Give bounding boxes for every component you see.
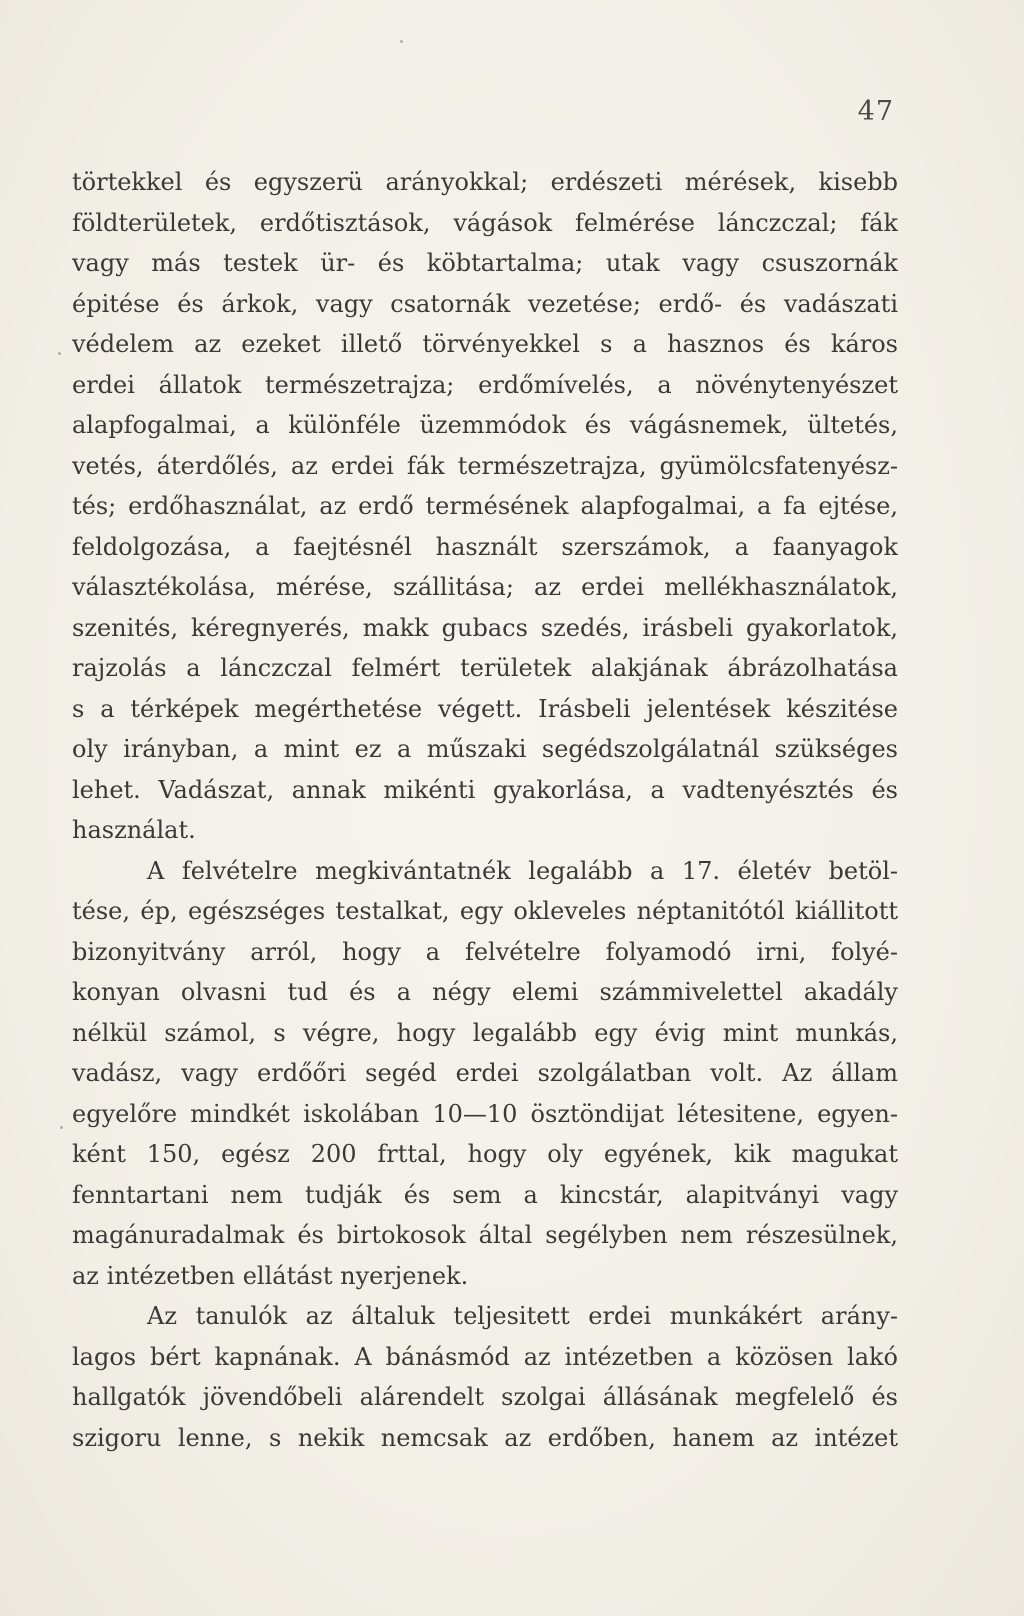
text-line: védelem az ezeket illető törvényekkel s a hasznos és káros [72, 330, 898, 358]
paragraph-end-line: az intézetben ellátást nyerjenek. [72, 1261, 469, 1290]
paragraph-start-line: Az tanulók az általuk teljesitett erdei munkákért arány- [147, 1302, 898, 1330]
text-line: földterületek, erdőtisztások, vágások felmérése lánczczal; fák [72, 208, 898, 237]
page-number: 47 [857, 96, 894, 127]
text-line: vadász, vagy erdőőri segéd erdei szolgálatban volt. Az állam [72, 1059, 898, 1087]
text-line: bizonyitvány arról, hogy a felvételre folyamodó irni, folyé- [72, 937, 898, 966]
paper-speck [400, 40, 403, 43]
text-line: egyelőre mindkét iskolában 10—10 ösztöndijat létesitene, egyen- [72, 1099, 898, 1128]
text-line: oly irányban, a mint ez a műszaki segédszolgálatnál szükséges [72, 735, 898, 763]
text-line: szenités, kéregnyerés, makk gubacs szedés, irásbeli gyakorlatok, [72, 613, 898, 642]
text-line: vetés, áterdőlés, az erdei fák természetrajza, gyümölcsfatenyész- [72, 451, 898, 480]
paragraph-start-line: A felvételre megkivántatnék legalább a 17. életév betöl- [147, 856, 898, 885]
text-line: tés; erdőhasználat, az erdő termésének alapfogalmai, a fa ejtése, [72, 492, 898, 520]
text-line: lehet. Vadászat, annak mikénti gyakorlása, a vadtenyésztés és [72, 775, 898, 804]
text-line: épitése és árkok, vagy csatornák vezetése; erdő- és vadászati [72, 289, 898, 318]
paper-speck [58, 352, 61, 355]
text-line: szigoru lenne, s nekik nemcsak az erdőben, hanem az intézet [72, 1423, 898, 1452]
text-line: vagy más testek ür- és köbtartalma; utak vagy csuszornák [72, 249, 898, 277]
text-line: rajzolás a lánczczal felmért területek alakjának ábrázolhatása [72, 654, 898, 682]
text-line: választékolása, mérése, szállitása; az erdei mellékhasználatok, [72, 573, 898, 601]
text-line: ként 150, egész 200 frttal, hogy oly egyének, kik magukat [72, 1140, 898, 1168]
text-line: feldolgozása, a faejtésnél használt szerszámok, a faanyagok [72, 532, 898, 561]
text-line: fenntartani nem tudják és sem a kincstár, alapitványi vagy [72, 1180, 898, 1209]
text-line: konyan olvasni tud és a négy elemi számmivelettel akadály [72, 978, 898, 1006]
paragraph-end-line: használat. [72, 816, 196, 844]
text-line: nélkül számol, s végre, hogy legalább egy évig mint munkás, [72, 1018, 898, 1047]
paper-speck [60, 1126, 63, 1129]
text-line: hallgatók jövendőbeli alárendelt szolgai állásának megfelelő és [72, 1383, 898, 1411]
text-line: törtekkel és egyszerü arányokkal; erdészeti mérések, kisebb [72, 168, 898, 196]
text-line: erdei állatok természetrajza; erdőmívelés, a növénytenyészet [72, 370, 898, 399]
text-line: tése, ép, egészséges testalkat, egy okleveles néptanitótól kiállitott [72, 897, 898, 925]
body-text [72, 162, 898, 1458]
text-line: lagos bért kapnának. A bánásmód az intézetben a közösen lakó [72, 1342, 898, 1371]
text-line: s a térképek megérthetése végett. Irásbeli jelentések készitése [72, 694, 898, 723]
text-line: magánuradalmak és birtokosok által segélyben nem részesülnek, [72, 1221, 898, 1249]
text-line: alapfogalmai, a különféle üzemmódok és vágásnemek, ültetés, [72, 411, 898, 439]
